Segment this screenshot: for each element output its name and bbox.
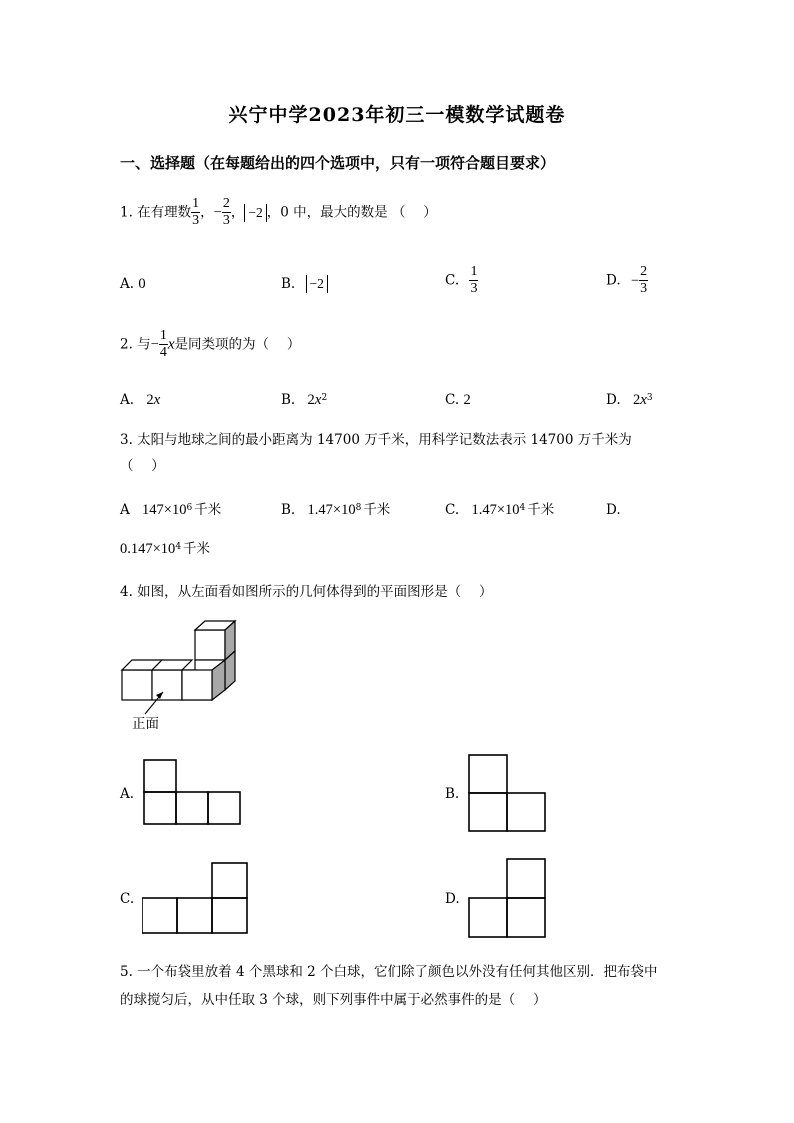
- q2-option-b: B. $2x^2$: [281, 392, 328, 408]
- square: [208, 792, 240, 824]
- square: [212, 898, 247, 933]
- square: [142, 898, 177, 933]
- q1-option-a: A. 0: [120, 276, 146, 292]
- square: [469, 793, 507, 831]
- q2-fraction: $\frac{1}{4}$: [159, 328, 167, 360]
- q1-fraction-b: $\frac{2}{3}$: [222, 196, 230, 228]
- q3-option-c: C. $1.47\times 10^4$ 千米: [445, 502, 555, 518]
- q1-prefix: 1. 在有理数: [120, 204, 192, 221]
- q3-option-a: A $147\times 10^6$ 千米: [120, 502, 222, 518]
- q3-option-d: $0.147\times 10^4$ 千米: [120, 541, 211, 557]
- q3-option-b: B. $1.47\times 10^8$ 千米: [281, 502, 391, 518]
- front-label: 正面: [132, 716, 159, 732]
- question-5-line-1: 5. 一个布袋里放着 4 个黑球和 2 个白球，它们除了颜色以外没有任何其他区别．把布袋中: [120, 964, 658, 980]
- question-2: 2. 与− $\frac{1}{4}$ x是同类项的为（ ）: [120, 328, 301, 360]
- square: [507, 859, 545, 898]
- q1-fraction-a: $\frac{1}{3}$: [192, 196, 200, 228]
- q4-option-c-figure: [142, 861, 250, 935]
- square: [469, 898, 507, 937]
- q3-option-d-label: D.: [606, 502, 621, 518]
- q4-option-d-figure: [467, 857, 549, 939]
- page-title: 兴宁中学2023年初三一模数学试题卷: [228, 104, 566, 126]
- section-heading: 一、选择题（在每题给出的四个选项中，只有一项符合题目要求）: [120, 154, 556, 172]
- cube-front-upper: [195, 630, 225, 660]
- q1-option-b: B. −2: [281, 274, 328, 294]
- q2-option-d: D. $2x^3$: [606, 392, 653, 408]
- square: [144, 760, 176, 792]
- question-1: 1. 在有理数 $\frac{1}{3}$ ，− $\frac{2}{3}$ ， −2 ，0 中，最大的数是 （ ）: [120, 196, 437, 228]
- q4-option-a-figure: [142, 758, 242, 826]
- cube-front-3-redraw: [182, 670, 212, 700]
- q2-option-c: C. 2: [445, 392, 471, 408]
- q1-suffix: ，0 中，最大的数是 （ ）: [266, 204, 437, 221]
- cube-front-1: [122, 670, 152, 700]
- q1-option-c: C. $\frac{1}{3}$: [445, 264, 478, 296]
- square: [144, 792, 176, 824]
- square: [469, 755, 507, 793]
- square: [507, 793, 545, 831]
- q4-option-c-label: C.: [120, 891, 135, 907]
- square: [212, 863, 247, 898]
- square: [177, 898, 212, 933]
- question-3-line-2: （ ）: [120, 458, 165, 474]
- q2-option-a: A. 2x: [120, 392, 161, 408]
- q4-option-d-label: D.: [445, 891, 460, 907]
- q1-absolute-value: −2: [244, 204, 266, 222]
- q4-option-b-figure: [467, 753, 549, 833]
- q4-option-a-label: A.: [120, 786, 135, 802]
- question-5-line-2: 的球搅匀后，从中任取 3 个球，则下列事件中属于必然事件的是（ ）: [120, 992, 547, 1008]
- q4-option-b-label: B.: [445, 786, 460, 802]
- question-3-line-1: 3. 太阳与地球之间的最小距离为 14700 万千米，用科学记数法表示 14700 万千米为: [120, 432, 632, 448]
- q1-option-d: D. − $\frac{2}{3}$: [606, 264, 648, 296]
- square: [176, 792, 208, 824]
- square: [507, 898, 545, 937]
- question-4: 4. 如图，从左面看如图所示的几何体得到的平面图形是（ ）: [120, 584, 493, 600]
